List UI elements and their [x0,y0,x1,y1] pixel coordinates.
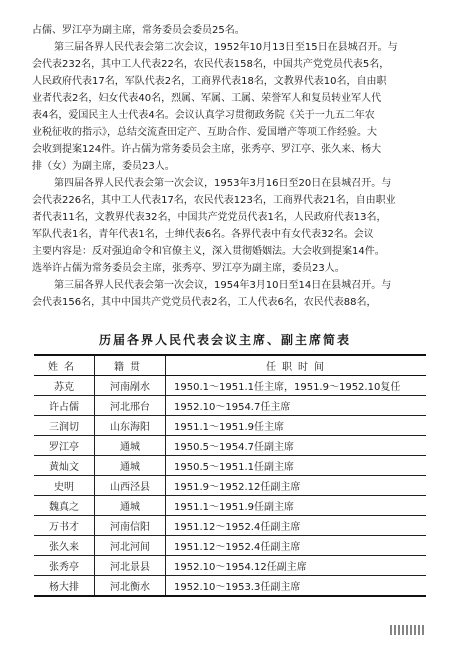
table-row [34,576,426,597]
header-term: 任职时间 [166,355,427,376]
cell-term: 1952.10～1954.12任副主席 [166,556,427,576]
table-row [34,456,426,476]
cell-origin: 河北景县 [95,556,166,576]
cell-term: 1951.1～1951.9任副主席 [166,496,427,516]
cell-name: 苏克 [34,376,95,396]
cell-origin: 通城 [95,456,166,476]
text-line: 会代表156名，其中中国共产党党员代表2名，工人代表6名，农民代表88名， [32,297,377,308]
table-header-row [34,355,426,376]
cell-origin: 河北河间 [95,536,166,556]
cell-name: 许占儒 [34,396,95,416]
text-line: 表4名，爱国民主人士代表4名。会议认真学习贯彻政务院《关于一九五二年农 [32,110,375,121]
table-row [34,556,426,576]
cell-origin: 山西泾县 [95,476,166,496]
cell-name: 黄灿文 [34,456,95,476]
cell-term: 1950.1～1951.1任主席，1951.9～1952.10复任 [166,376,427,396]
cell-term: 1952.10～1953.3任副主席 [166,576,427,597]
table-row [34,536,426,556]
header-origin: 籍贯 [95,355,166,376]
cell-origin: 山东海阳 [95,416,166,436]
table-row [34,516,426,536]
cell-name: 万书才 [34,516,95,536]
page-smudge [390,625,424,635]
text-line: 第三届各界人民代表会第二次会议，1952年10月13日至15日在县城召开。与 [54,42,398,53]
cell-origin: 通城 [95,496,166,516]
text-line: 选举许占儒为常务委员会主席，张秀亭、罗江亭为副主席，委员23人。 [32,263,345,274]
cell-name: 魏真之 [34,496,95,516]
chairman-table [34,354,426,597]
cell-term: 1950.5～1954.7任副主席 [166,436,427,456]
cell-term: 1951.12～1952.4任副主席 [166,536,427,556]
cell-origin: 河南剐水 [95,376,166,396]
text-line: 军队代表1名，青年代表1名，士绅代表6名。各界代表中有女代表32名。会议 [32,229,374,240]
cell-name: 罗江亭 [34,436,95,456]
table-row [34,476,426,496]
text-line: 人民政府代表17名，军队代表2名，工商界代表18名，文教界代表10名，自由职 [32,76,387,87]
cell-term: 1952.10～1954.7任主席 [166,396,427,416]
text-line: 占儒、罗江亭为副主席，常务委员会委员25名。 [32,25,245,36]
text-line: 主要内容是：反对强迫命令和官僚主义，深入贯彻婚姻法。大会收到提案14件。 [32,246,385,257]
text-line: 会代表232名，其中工人代表22名，农民代表158名，中国共产党党员代表5名， [32,59,390,70]
text-line: 会收到提案124件。许占儒为常务委员会主席，张秀亭、罗江亭、张久来、杨大 [32,144,382,155]
table-title: 历届各界人民代表会议主席、副主席简表 [98,333,351,347]
text-line: 第四届各界人民代表会第一次会议，1953年3月16日至20日在县城召开。与 [54,178,392,189]
body-text [32,22,428,311]
cell-name: 张久来 [34,536,95,556]
text-line: 业者代表2名，妇女代表40名，烈属、军属、工属、荣誉军人和复员转业军人代 [32,93,382,104]
text-line: 业税征收的指示》，总结交流查田定产、互助合作、爱国增产等项工作经验。大 [32,127,377,138]
cell-name: 三润切 [34,416,95,436]
table-row [34,416,426,436]
cell-name: 杨大排 [34,576,95,597]
text-line: 会代表226名，其中工人代表17名，农民代表123名，工商界代表21名，自由职业 [32,195,396,206]
table-row [34,436,426,456]
cell-term: 1950.5～1951.1任副主席 [166,456,427,476]
table-row [34,376,426,396]
text-line: 排（女）为副主席，委员23人。 [32,161,175,172]
cell-term: 1951.1～1951.9任主席 [166,416,427,436]
cell-name: 张秀亭 [34,556,95,576]
cell-term: 1951.12～1952.4任副主席 [166,516,427,536]
text-line: 者代表11名，文教界代表32名，中国共产党党员代表1名，人民政府代表13名， [32,212,387,223]
cell-origin: 河北衡水 [95,576,166,597]
table-row [34,496,426,516]
cell-origin: 河南信阳 [95,516,166,536]
cell-term: 1951.9～1952.12任副主席 [166,476,427,496]
cell-origin: 河北邢台 [95,396,166,416]
cell-origin: 通城 [95,436,166,456]
text-line: 第三届各界人民代表会第一次会议，1954年3月10日至14日在县城召开。与 [54,280,392,291]
header-name: 姓名 [34,355,95,376]
table-row [34,396,426,416]
cell-name: 史明 [34,476,95,496]
